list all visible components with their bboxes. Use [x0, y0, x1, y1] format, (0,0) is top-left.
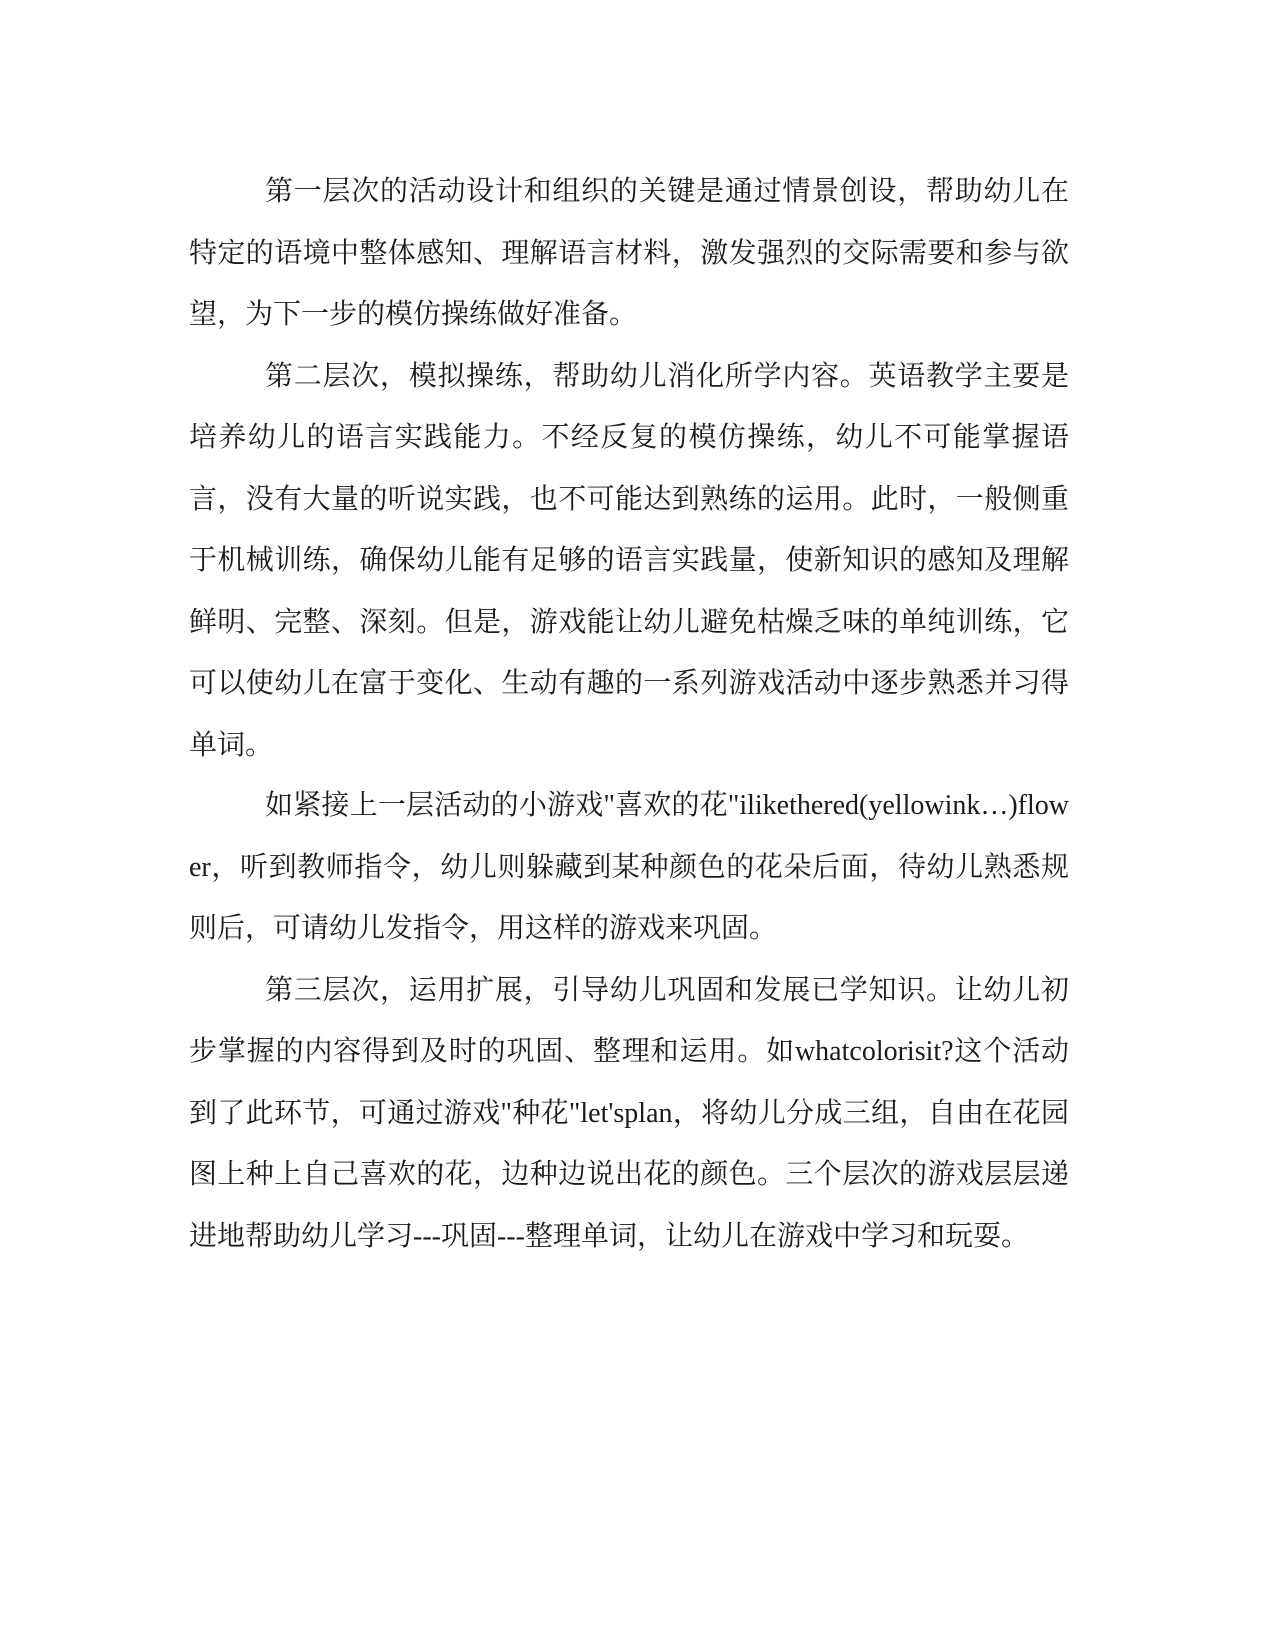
paragraph-4: 第三层次，运用扩展，引导幼儿巩固和发展已学知识。让幼儿初步掌握的内容得到及时的巩固、整理和运用。如whatcolorisit?这个活动到了此环节，可通过游戏"种花"let'splan，将幼儿分成三组，自由在花园图上种上自己喜欢的花，边种边说出花的颜色。三个层次的游戏层层递进地帮助幼儿学习---巩固---整理单词，让幼儿在游戏中学习和玩耍。: [189, 974, 1069, 1252]
paragraph-3: 如紧接上一层活动的小游戏"喜欢的花"ilikethered(yellowink…)flower，听到教师指令，幼儿则躲藏到某种颜色的花朵后面，待幼儿熟悉规则后，可请幼儿发指令，用这样的游戏来巩固。: [189, 790, 1069, 944]
body-text: [189, 160, 1069, 1267]
paragraph-1: 第一层次的活动设计和组织的关键是通过情景创设，帮助幼儿在特定的语境中整体感知、理解语言材料，激发强烈的交际需要和参与欲望，为下一步的模仿操练做好准备。: [189, 174, 1069, 330]
paragraph-2: 第二层次，模拟操练，帮助幼儿消化所学内容。英语教学主要是培养幼儿的语言实践能力。不经反复的模仿操练，幼儿不可能掌握语言，没有大量的听说实践，也不可能达到熟练的运用。此时，一般侧重于机械训练，确保幼儿能有足够的语言实践量，使新知识的感知及理解鲜明、完整、深刻。但是，游戏能让幼儿避免枯燥乏味的单纯训练，它可以使幼儿在富于变化、生动有趣的一系列游戏活动中逐步熟悉并习得单词。: [189, 358, 1069, 761]
